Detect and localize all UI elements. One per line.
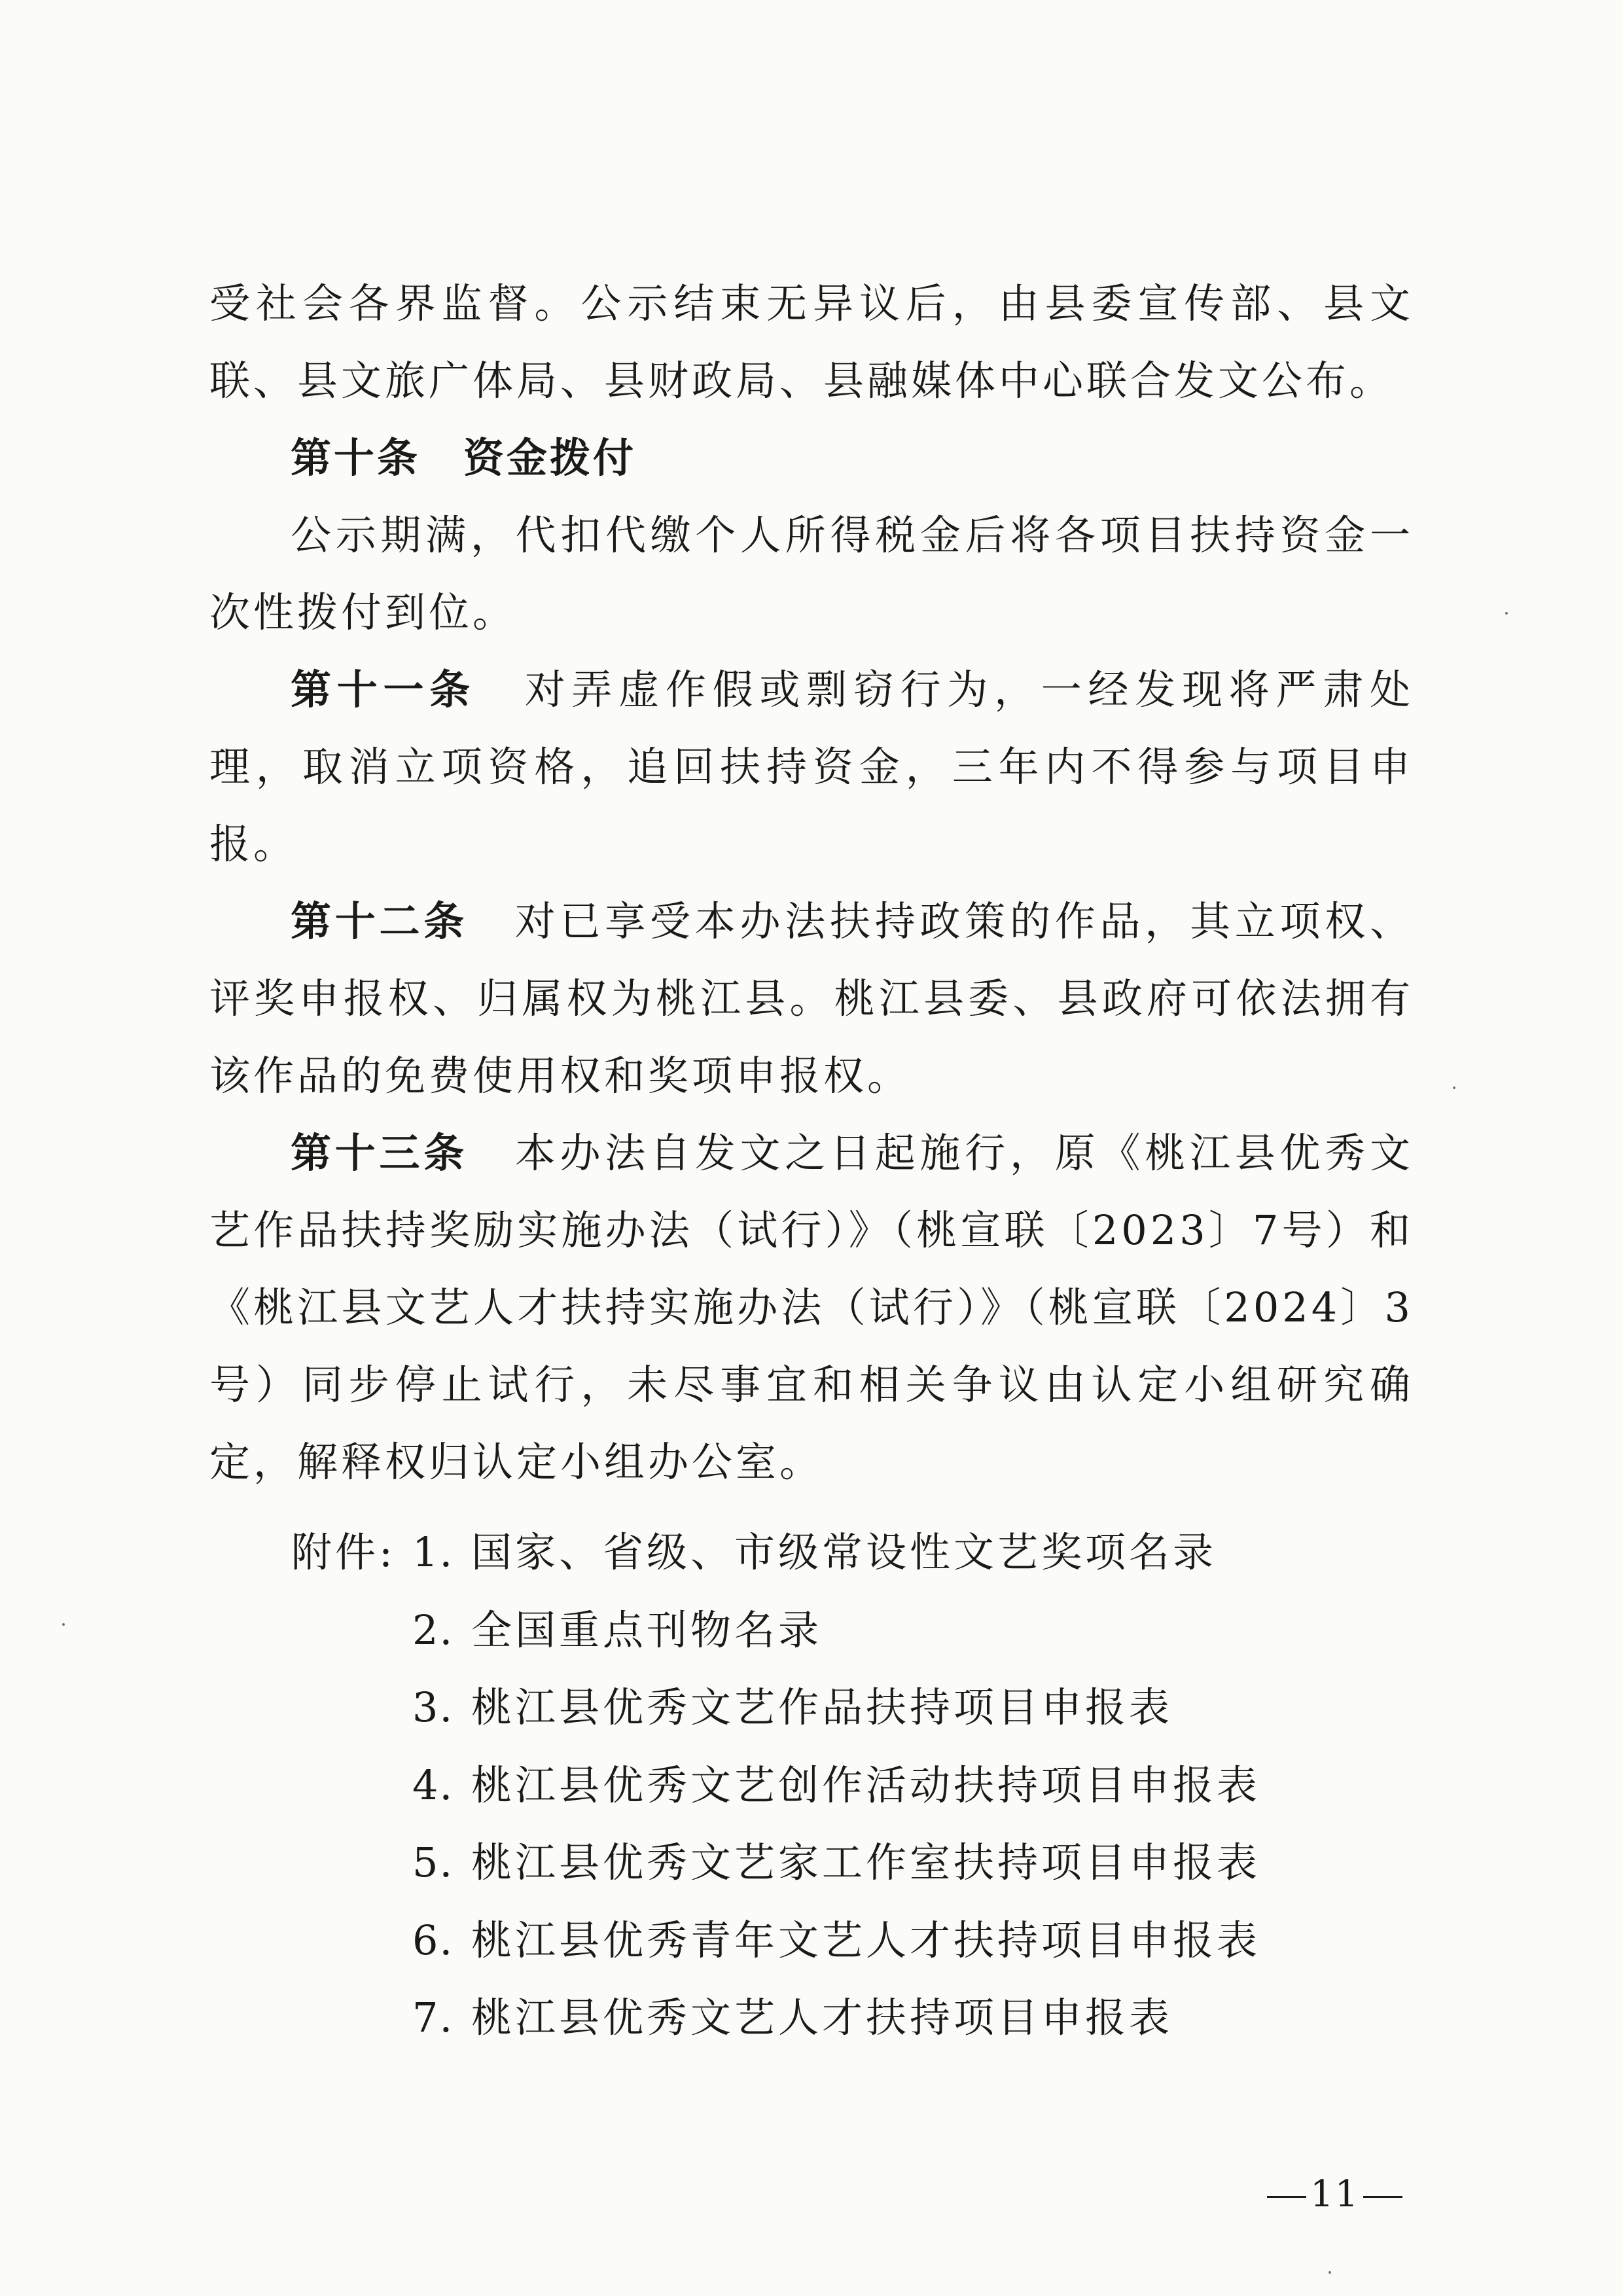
attachment-number: 2. xyxy=(412,1605,454,1654)
attachment-name: 桃江县优秀文艺作品扶持项目申报表 xyxy=(471,1683,1173,1731)
paragraph-text: 对弄虚作假或剽窃行为，一经发现将严肃处理，取消立项资格，追回扶持资金，三年内不得参与项目申报。 xyxy=(209,666,1414,868)
document-body xyxy=(209,265,1414,1501)
article-13 xyxy=(209,1115,1414,1501)
list-item xyxy=(291,1979,1260,2057)
scan-speck xyxy=(62,1623,65,1626)
scan-speck xyxy=(1453,1086,1455,1089)
list-item xyxy=(291,1824,1260,1902)
article-10-heading xyxy=(209,420,1414,497)
list-item xyxy=(291,1514,1260,1592)
attachment-number: 1. xyxy=(412,1528,454,1576)
attachment-name: 国家、省级、市级常设性文艺奖项名录 xyxy=(471,1528,1217,1576)
attachment-name: 桃江县优秀文艺家工作室扶持项目申报表 xyxy=(471,1839,1261,1886)
article-11 xyxy=(209,651,1414,883)
list-item xyxy=(291,1592,1260,1670)
paragraph xyxy=(209,265,1414,420)
dash-right xyxy=(1363,2196,1402,2198)
page-number xyxy=(1263,2168,1406,2221)
list-item xyxy=(291,1902,1260,1980)
attachment-name: 桃江县优秀文艺创作活动扶持项目申报表 xyxy=(471,1761,1261,1809)
attachment-name: 桃江县优秀青年文艺人才扶持项目申报表 xyxy=(471,1916,1261,1964)
page-number-value: 11 xyxy=(1310,2173,1360,2215)
list-item xyxy=(291,1747,1260,1825)
list-item xyxy=(291,1669,1260,1747)
scan-speck xyxy=(1505,612,1508,615)
dash-left xyxy=(1267,2196,1306,2198)
article-12 xyxy=(209,883,1414,1115)
paragraph-text: 公示期满，代扣代缴个人所得税金后将各项目扶持资金一次性拨付到位。 xyxy=(209,511,1414,636)
article-heading: 第十一条 xyxy=(291,666,476,713)
attachment-number: 6. xyxy=(412,1916,454,1964)
attachment-number: 3. xyxy=(412,1683,454,1731)
paragraph-text: 本办法自发文之日起施行，原《桃江县优秀文艺作品扶持奖励实施办法（试行）》（桃宣联〔2023〕7号）和《桃江县文艺人才扶持实施办法（试行）》（桃宣联〔2024〕3号）同步停止试行，未尽事宜和相关争议由认定小组研究确定，解释权归认定小组办公室。 xyxy=(209,1129,1414,1486)
paragraph-text: 受社会各界监督。公示结束无异议后，由县委宣传部、县文联、县文旅广体局、县财政局、县融媒体中心联合发文公布。 xyxy=(209,279,1414,404)
attachment-list xyxy=(291,1514,1260,2057)
article-heading: 第十三条 xyxy=(291,1129,468,1177)
attachment-number: 5. xyxy=(412,1839,454,1886)
article-heading: 第十二条 xyxy=(291,897,468,945)
attachment-name: 全国重点刊物名录 xyxy=(471,1605,823,1654)
attachment-number: 7. xyxy=(412,1994,454,2041)
paragraph xyxy=(209,497,1414,651)
scan-speck xyxy=(1329,2271,1331,2274)
attachment-number: 4. xyxy=(412,1761,454,1809)
paragraph-text: 对已享受本办法扶持政策的作品，其立项权、评奖申报权、归属权为桃江县。桃江县委、县政府可依法拥有该作品的免费使用权和奖项申报权。 xyxy=(209,897,1414,1100)
attachment-label: 附件: xyxy=(291,1528,396,1576)
attachment-name: 桃江县优秀文艺人才扶持项目申报表 xyxy=(471,1994,1173,2041)
article-heading: 第十条 资金拨付 xyxy=(291,434,637,482)
